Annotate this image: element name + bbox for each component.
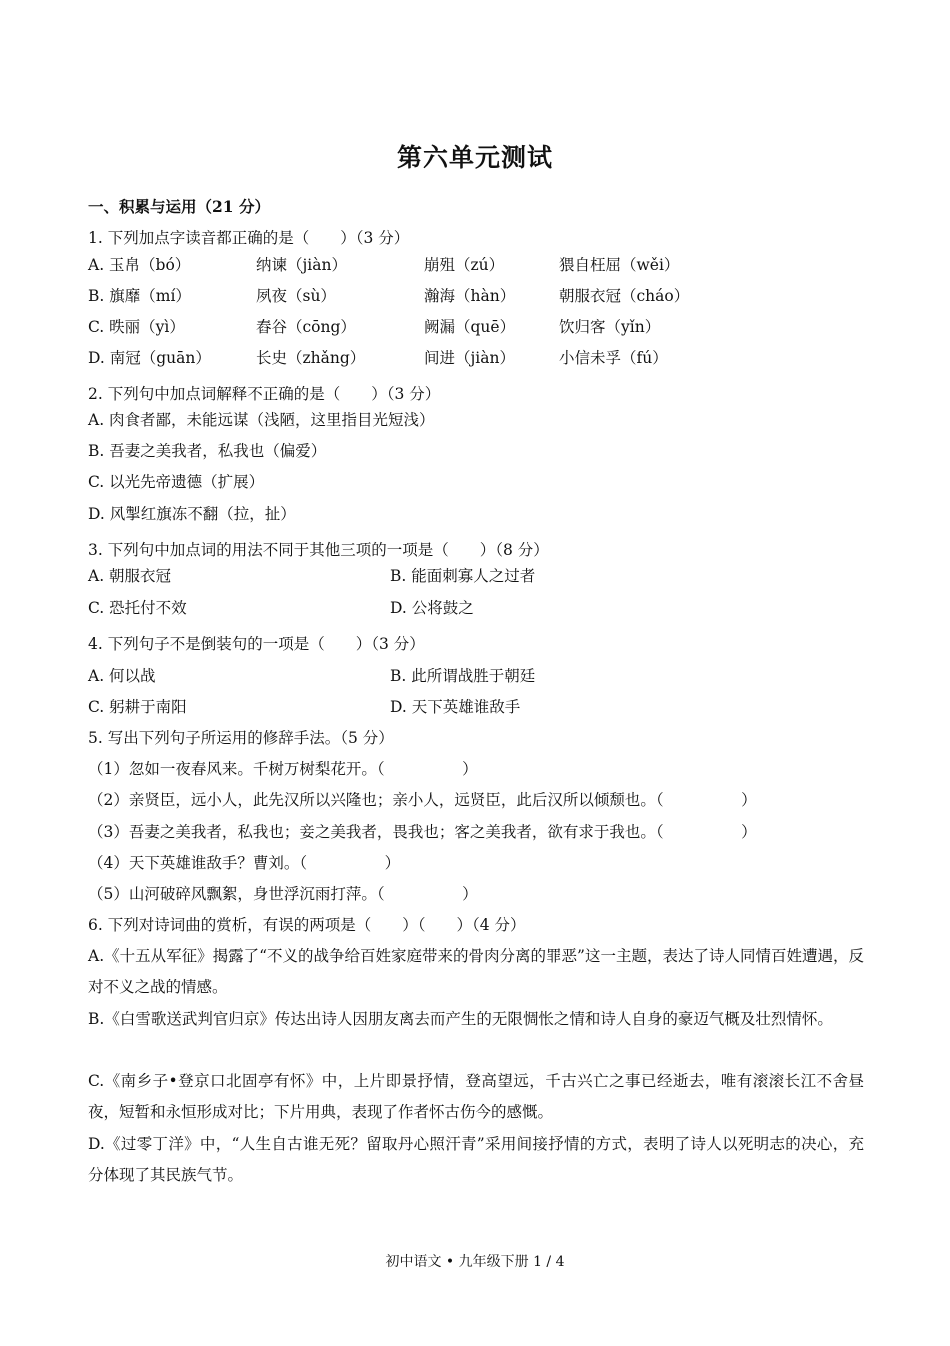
q1-row-c	[88, 317, 864, 337]
q1-c-1: C. 昳丽（yì）	[88, 318, 185, 336]
q5-item-2: （2）亲贤臣，远小人，此先汉所以兴隆也；亲小人，远贤臣，此后汉所以倾颓也。（ ）	[88, 791, 757, 809]
q1-b-4: 朝服衣冠（cháo）	[559, 287, 690, 305]
q1-c-4: 饮归客（yǐn）	[559, 318, 661, 336]
q1-a-4: 猥自枉屈（wěi）	[559, 256, 680, 274]
q1-d-1: D. 南冠（guān）	[88, 349, 211, 367]
q3-option-a: A. 朝服衣冠	[88, 567, 172, 585]
section-heading: 一、积累与运用（21 分）	[88, 197, 270, 216]
q6-option-a: A.《十五从军征》揭露了“不义的战争给百姓家庭带来的骨肉分离的罪恶”这一主题，表达了诗人同情百姓遭遇，反对不义之战的情感。	[88, 947, 864, 996]
q2-option-d: D. 风掣红旗冻不翻（拉，扯）	[88, 505, 296, 523]
q1-b-1: B. 旗靡（mí）	[88, 287, 191, 305]
q1-a-1: A. 玉帛（bó）	[88, 256, 191, 274]
q1-d-3: 间进（jiàn）	[424, 349, 515, 367]
question-5-stem: 5. 写出下列句子所运用的修辞手法。（5 分）	[88, 729, 394, 747]
q6-option-d: D.《过零丁洋》中，“人生自古谁无死？留取丹心照汗青”采用间接抒情的方式，表明了诗人以死明志的决心，充分体现了其民族气节。	[88, 1135, 864, 1184]
q1-d-2: 长史（zhǎng）	[256, 349, 366, 367]
question-1-stem: 1. 下列加点字读音都正确的是（ ）（3 分）	[88, 229, 410, 247]
q2-option-c: C. 以光先帝遗德（扩展）	[88, 473, 265, 491]
q1-c-3: 阙漏（quē）	[424, 318, 516, 336]
q1-b-3: 瀚海（hàn）	[424, 287, 516, 305]
q4-option-c: C. 躬耕于南阳	[88, 698, 187, 716]
q1-b-2: 夙夜（sù）	[256, 287, 336, 305]
q5-item-3: （3）吾妻之美我者，私我也；妾之美我者，畏我也；客之美我者，欲有求于我也。（ ）	[88, 823, 757, 841]
q3-option-d: D. 公将鼓之	[390, 599, 474, 617]
q1-row-b	[88, 286, 864, 306]
q6-option-c: C.《南乡子•登京口北固亭有怀》中，上片即景抒情，登高望远，千古兴亡之事已经逝去，唯有滚滚长江不舍昼夜，短暂和永恒形成对比；下片用典，表现了作者怀古伤今的感慨。	[88, 1072, 864, 1121]
q5-item-4: （4）天下英雄谁敌手？曹刘。（ ）	[88, 854, 401, 872]
question-6-stem: 6. 下列对诗词曲的赏析，有误的两项是（ ）（ ）（4 分）	[88, 916, 526, 934]
q1-c-2: 舂谷（cōng）	[256, 318, 356, 336]
q1-row-a	[88, 255, 864, 275]
q4-option-d: D. 天下英雄谁敌手	[390, 698, 521, 716]
question-3-stem: 3. 下列句中加点词的用法不同于其他三项的一项是（ ）（8 分）	[88, 541, 549, 559]
question-4-stem: 4. 下列句子不是倒装句的一项是（ ）（3 分）	[88, 635, 425, 653]
q1-a-3: 崩殂（zú）	[424, 256, 505, 274]
q1-d-4: 小信未孚（fú）	[559, 349, 668, 367]
page-footer: 初中语文 • 九年级下册 1 / 4	[385, 1254, 565, 1270]
q1-row-d	[88, 348, 864, 368]
q5-item-5: （5）山河破碎风飘絮，身世浮沉雨打萍。（ ）	[88, 885, 478, 903]
q2-option-b: B. 吾妻之美我者，私我也（偏爱）	[88, 442, 327, 460]
q3-option-b: B. 能面刺寡人之过者	[390, 567, 536, 585]
q4-option-a: A. 何以战	[88, 667, 156, 685]
q3-option-c: C. 恐托付不效	[88, 599, 187, 617]
q1-a-2: 纳谏（jiàn）	[256, 256, 347, 274]
q6-option-b: B.《白雪歌送武判官归京》传达出诗人因朋友离去而产生的无限惆怅之情和诗人自身的豪迈气概及壮烈情怀。	[88, 1010, 833, 1028]
q4-option-b: B. 此所谓战胜于朝廷	[390, 667, 536, 685]
q5-item-1: （1）忽如一夜春风来。千树万树梨花开。（ ）	[88, 760, 478, 778]
question-2-stem: 2. 下列句中加点词解释不正确的是（ ）（3 分）	[88, 385, 441, 403]
q2-option-a: A. 肉食者鄙，未能远谋（浅陋，这里指目光短浅）	[88, 411, 435, 429]
page-title: 第六单元测试	[396, 143, 553, 172]
